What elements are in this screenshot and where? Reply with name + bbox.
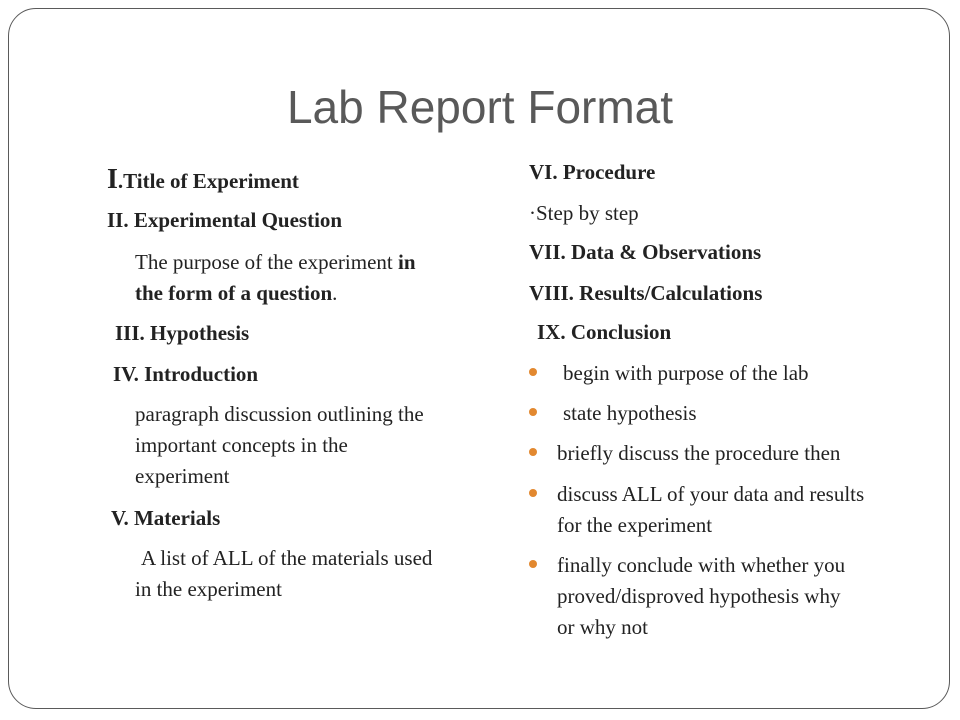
bullet-icon [529,560,537,568]
section-number: I [107,164,118,195]
desc-bold-text: the form of a question [135,281,333,305]
desc-bold-text: in [398,250,416,274]
section-conclusion: IX. Conclusion [537,320,672,344]
conclusion-bullet-text: state hypothesis [563,401,697,425]
section-results-calculations: VIII. Results/Calculations [529,281,763,305]
slide-title: Lab Report Format [286,81,674,133]
conclusion-bullet-text: proved/disproved hypothesis why [557,584,841,608]
section-procedure: VI. Procedure [529,160,656,184]
section-data-observations: VII. Data & Observations [529,240,762,264]
bullet-icon [529,448,537,456]
desc-text: The purpose of the experiment [135,250,398,274]
introduction-desc-line: paragraph discussion outlining the [135,402,424,426]
conclusion-bullet-text: briefly discuss the procedure then [557,441,841,465]
bullet-icon [529,368,537,376]
desc-text: . [332,281,338,305]
conclusion-bullet-text: finally conclude with whether you [557,553,846,577]
materials-desc-line: A list of ALL of the materials used [141,546,433,570]
section-text: .Title of Experiment [117,169,299,193]
question-description-line-2 [135,278,337,309]
section-introduction: IV. Introduction [113,362,259,386]
procedure-desc: ·Step by step [529,201,639,225]
section-materials: V. Materials [111,506,221,530]
bullet-icon [529,408,537,416]
section-hypothesis: III. Hypothesis [115,321,250,345]
introduction-desc-line: experiment [135,464,230,488]
conclusion-bullet-text: begin with purpose of the lab [563,361,809,385]
introduction-desc-line: important concepts in the [135,433,348,457]
question-description-line-1 [135,247,416,278]
section-title-of-experiment [107,164,299,197]
bullet-icon [529,489,537,497]
section-experimental-question: II. Experimental Question [107,208,343,232]
materials-desc-line: in the experiment [135,577,282,601]
conclusion-bullet-text: discuss ALL of your data and results [557,482,865,506]
conclusion-bullet-text: for the experiment [557,513,713,537]
conclusion-bullet-text: or why not [557,615,648,639]
